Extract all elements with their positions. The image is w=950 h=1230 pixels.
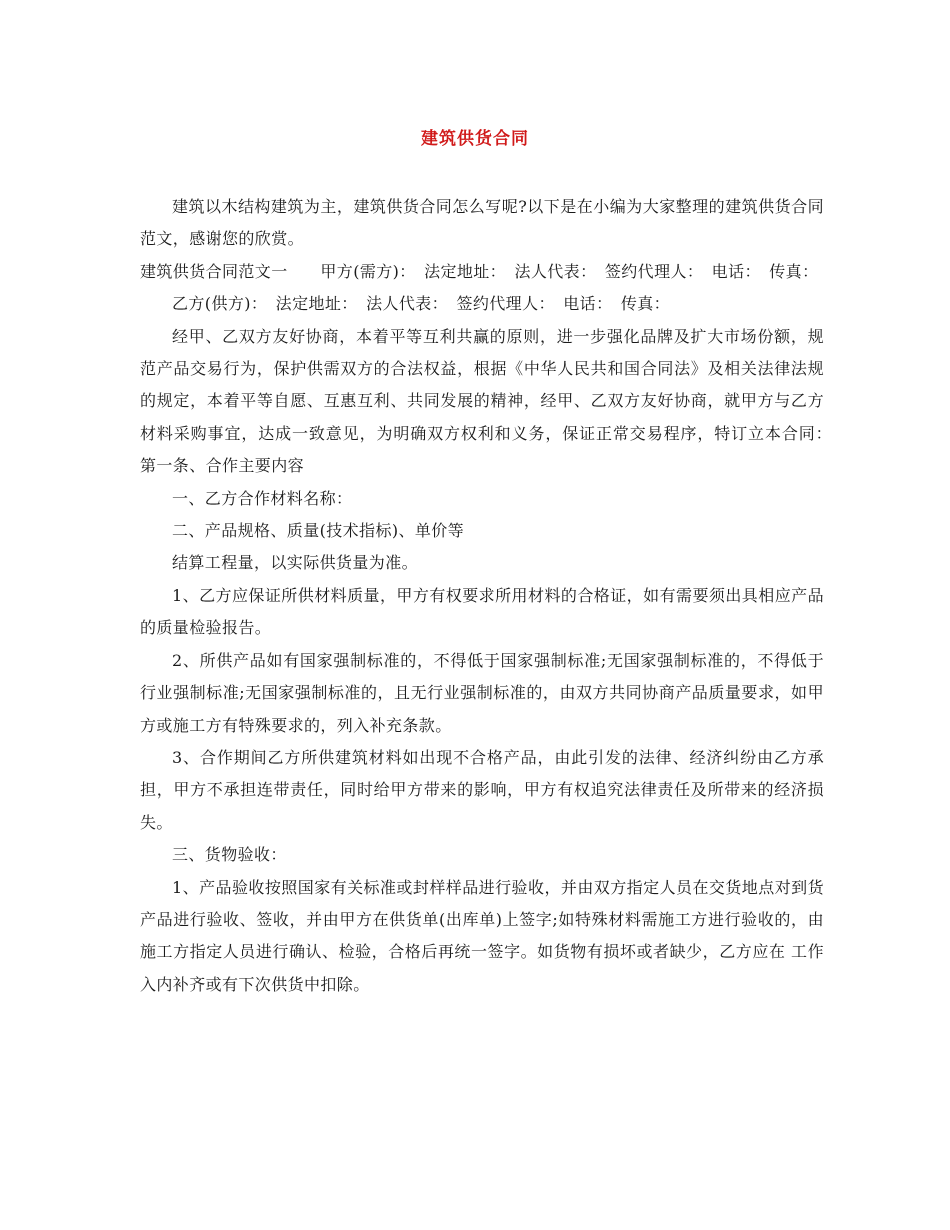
paragraph: 3、合作期间乙方所供建筑材料如出现不合格产品，由此引发的法律、经济纠纷由乙方承担，甲方不承担连带责任，同时给甲方带来的影响，甲方有权追究法律责任及所带来的经济损失。 <box>140 747 824 832</box>
paragraph: 1、产品验收按照国家有关标准或封样样品进行验收，并由双方指定人员在交货地点对到货产品进行验收、签收，并由甲方在供货单(出库单)上签字;如特殊材料需施工方进行验收的，由施工方指定人员进行确认、检验，合格后再统一签字。如货物有损坏或者缺少，乙方应在 工作入内补齐或有下次供货中扣除。 <box>140 877 824 994</box>
paragraph: 1、乙方应保证所供材料质量，甲方有权要求所用材料的合格证，如有需要须出具相应产品的质量检验报告。 <box>140 585 824 638</box>
paragraph: 结算工程量，以实际供货量为准。 <box>172 553 419 573</box>
paragraph: 一、乙方合作材料名称： <box>172 488 353 508</box>
paragraph: 2、所供产品如有国家强制标准的，不得低于国家强制标准;无国家强制标准的，不得低于行业强制标准;无国家强制标准的，且无行业强制标准的，由双方共同协商产品质量要求，如甲方或施工方有特殊要求的，列入补充条款。 <box>140 650 824 735</box>
paragraph: 三、货物验收： <box>172 845 287 865</box>
paragraph: 建筑以木结构建筑为主，建筑供货合同怎么写呢?以下是在小编为大家整理的建筑供货合同范文，感谢您的欣赏。 <box>140 197 824 249</box>
paragraph: 建筑供货合同范文一 甲方(需方)： 法定地址： 法人代表： 签约代理人： 电话： 传真： <box>140 261 819 281</box>
paragraph: 二、产品规格、质量(技术指标)、单价等 <box>172 521 465 541</box>
paragraph: 乙方(供方)： 法定地址： 法人代表： 签约代理人： 电话： 传真： <box>172 294 671 314</box>
document-body <box>140 191 841 1001</box>
document-title: 建筑供货合同 <box>421 129 529 149</box>
paragraph: 经甲、乙双方友好协商，本着平等互利共赢的原则，进一步强化品牌及扩大市场份额，规范产品交易行为，保护供需双方的合法权益，根据《中华人民共和国合同法》及相关法律法规的规定，本着平等自愿、互惠互利、共同发展的精神，经甲、乙双方友好协商，就甲方与乙方材料采购事宜，达成一致意见，为明确双方权利和义务，保证正常交易程序，特订立本合同： 第一条、合作主要内容 <box>140 326 841 476</box>
